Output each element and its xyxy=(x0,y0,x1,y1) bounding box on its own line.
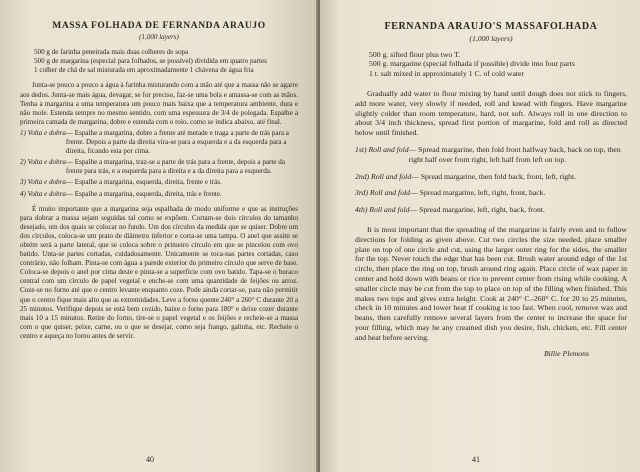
left-fold-step xyxy=(20,129,298,156)
right-fold-step xyxy=(355,205,627,215)
right-notes-paragraph: It is most important that the spreading of the margarine is fairly even and to follow directions for folding as given above. Cut two circles the size needed, place smaller plate on top of one circle and cut, using the larger outer ring for the sides, the smaller for the top. Never touch the edge that has been cut. Brush water around edge of the 1st circle, then place the ring on top, brush around ring again. Place circle of wax paper in center and hold down with beans or rice to prevent center from rising while cooking. A smaller circle may be cut from the top to place on top of the filling when finished. This makes two tops and gives extra height. Cook at 240° C.-260° C. for 20 to 25 minutes, check in 10 minutes and lower heat if cooking is too fast. When cool, remove wax and beans, then carefully remove several layers from the center to increase the space for your filling, which may be any creamed dish you desire, fish, chicken, etc. Fill center and heat before serving. xyxy=(355,224,627,342)
left-fold-step-text: — Espalhe a margarina, traz-se a parte de trás para a frente, depois a parte da frente para trás, e a esquerda para a direita e a da direita para a esquerda. xyxy=(65,158,285,176)
left-ingredient: 500 g de farinha peneirada mais duas colheres de sopa xyxy=(34,48,189,57)
right-page xyxy=(320,0,640,472)
right-page-content xyxy=(355,22,627,358)
left-fold-step-label: 1) Volta e dobra xyxy=(20,128,66,137)
left-page-number: 40 xyxy=(146,455,154,464)
right-fold-step xyxy=(355,172,627,182)
right-method-paragraph: Gradually add water to flour mixing by hand until dough does not stick to fingers, add more water, very slowly if needed, roll and knead with fingers. Have margarine slightly colder than room temperature, hard, not soft. Always roll in one direction to about 3/4 inch thickness, spread first portion of margarine, fold and roll as directed below until finished. xyxy=(355,88,627,138)
left-page xyxy=(0,0,318,472)
left-fold-step-label: 2) Volta e dobra xyxy=(20,158,66,167)
right-fold-step xyxy=(355,188,627,198)
right-fold-step-label: 4th) Roll and fold xyxy=(355,205,410,215)
right-fold-step-label: 3rd) Roll and fold xyxy=(355,188,411,198)
right-fold-step-label: 1st) Roll and fold xyxy=(355,144,409,154)
left-fold-step-text: — Espalhe a margarina, esquerda, direita, frente e trás. xyxy=(65,178,222,187)
left-fold-step-label: 3) Volta e dobra xyxy=(20,178,66,187)
left-fold-step xyxy=(20,158,298,176)
left-fold-step xyxy=(20,190,298,199)
right-page-number: 41 xyxy=(472,455,480,464)
left-fold-step-text: — Espalhe a margarina, esquerda, direita, trás e frente. xyxy=(65,189,222,198)
right-ingredient: 500 g. sifted flour plus two T. xyxy=(369,49,461,59)
left-ingredient: 1 colher de chá de sal misturada em aproximadamente 1 chávena de água fria xyxy=(34,66,254,75)
right-fold-step-text: — Spread margarine, left, right, front, back. xyxy=(410,188,546,198)
right-fold-step-label: 2nd) Roll and fold xyxy=(355,171,412,181)
right-ingredient: 500 g. margarine (special folhada if possible) divide into four parts xyxy=(369,59,575,69)
right-ingredient: 1 t. salt mixed in approximately 1 C. of cold water xyxy=(369,69,524,79)
right-recipe-title: FERNANDA ARAUJO'S MASSAFOLHADA xyxy=(384,21,598,32)
right-fold-step-text: — Spread margarine, then fold back, front, left, right. xyxy=(411,171,577,181)
right-fold-step xyxy=(355,145,627,165)
left-ingredient: 500 g de margarina (especial para folhados, se possível) dividida em quatro partes xyxy=(34,57,267,66)
left-method-paragraph: Junta-se pouco a pouco a água à farinha misturando com a mão até que a massa não se agarre aos dedos. Junta-se mais água, devagar, se for preciso, faz-se uma bola e amassa-se com as mãos. Tenha a margarina a uma temperatura um pouco mais baixa que a temperatura ambiente, dura e não mole. Estenda sempre no mesmo sentido, com uma espessura de 3/4 de polegada. Espalhe a primeira camada de margarina, dobre e estenda com o rolo, como se indica abaixo, até final. xyxy=(20,81,298,126)
left-recipe-subtitle: (1,000 layers) xyxy=(139,33,179,42)
right-fold-step-text: — Spread margarine, then fold front halfway back, back on top, then right half over from right, left half from left on top. xyxy=(408,144,621,164)
left-recipe-title: MASSA FOLHADA DE FERNANDA ARAUJO xyxy=(52,21,266,31)
left-notes-paragraph: É muito importante que a margarina seja espalhada de modo uniforme e que as instruções para dobrar a massa sejam seguidas tal como se expõem. Cortam-se dois círculos do tamanho desejado, um dos quais se colocar no fundo. Um dos círculos da medida que se quiser. Dobre um dos círculos, coloca-se um prato de diâmetro inferior e corta-se uma tampa. O anel que assim se obtém será a parte lateral, que se coloca sobre o primeiro círculo em que se pincelou com ovo batido. Unta-se partes cortadas, cuidadosamente. Unicamente se toca-nas partes cortadas, caso contrário, não folham. Pinta-se com água a parede exterior do primeiro círculo que serve de base. Coloca-se depois o anel por cima deste e pinta-se a superfície com ovo batido. Tapa-se o buraco central com um círculo de papel vegetal e enche-se com uma quantidade de feijões ou arroz. Coze-se no forno até que o centro levante enquanto coze. Pode ainda cortar-se, para não permitir que o centro fique mais alto que as extremidades. Leve a forno quente 240° a 260° C durante 20 a 25 minutos. Verifique depois se está bem cozido, baixe o forno para 180° e deixe cozer durante mais 10 a 15 minutos. Retire do forno, tire-se o papel vegetal e os feijões e recheie-se a massa com o que quiser, peixe, carne, ou o que se desejar, como seja frango, galinha, etc. Recheie o centro e aqueça no forno antes de servir. xyxy=(20,204,298,340)
left-page-content xyxy=(20,22,298,341)
right-fold-step-text: — Spread margarine, left, right, back, front. xyxy=(409,205,545,215)
left-fold-step-label: 4) Volta e dobra xyxy=(20,189,66,198)
left-fold-step xyxy=(20,178,298,187)
author-signature: Billie Plemons xyxy=(543,348,589,358)
left-fold-step-text: — Espalhe a margarina, dobre a frente até metade e traga a parte de trás para a frente. Depois a parte da direita vira-se para a esquerda e a da esquerda para a direita, ficando esta por cima. xyxy=(65,128,289,156)
right-recipe-subtitle: (1,000 layers) xyxy=(469,33,513,43)
